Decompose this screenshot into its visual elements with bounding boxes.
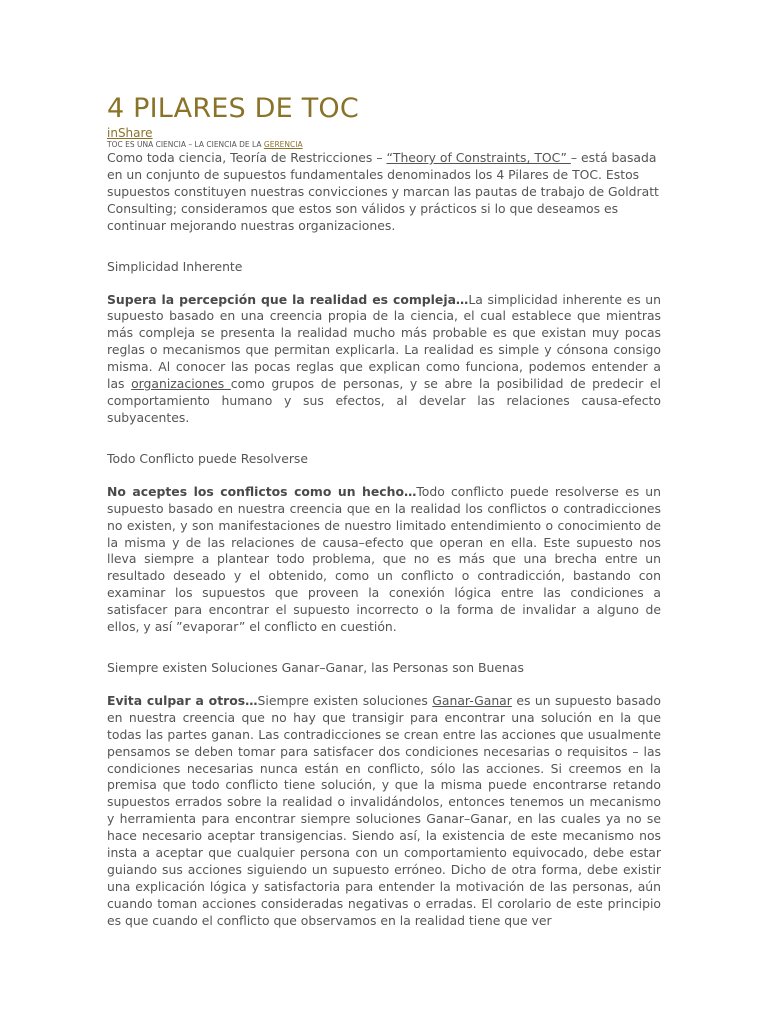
paragraph-text-b: como grupos de personas, y se abre la posibilidad de predecir el comportamiento humano y sus efectos, al develar las relaciones causa-efecto subyacentes.	[107, 376, 661, 425]
paragraph-text-a: Siempre existen soluciones	[257, 692, 433, 708]
category-link-gerencia[interactable]: GERENCIA	[263, 140, 303, 149]
paragraph-text-a: Todo conflicto puede resolverse es un supuesto basado en nuestra creencia que en la realidad los conflictos o contradicciones no existen, y son manifestaciones de nuestro limitado entendimiento o conocimiento de la misma y de las relaciones de causa–efecto que operan en ella. Este supuesto nos lleva siempre a plantear todo problema, que no es más que una brecha entre un resultado deseado y el obtenido, como un conflicto o contradicción, bastando con examinar los supuestos que proveen la conexión lógica entre las condiciones a satisfacer para encontrar el supuesto incorrecto o la forma de invalidar a alguno de ellos, y así ”evaporar” el conflicto en cuestión.	[107, 483, 662, 635]
spacer	[107, 636, 661, 660]
organizaciones-link[interactable]: organizaciones	[131, 376, 231, 392]
spacer	[107, 235, 661, 259]
intro-text-a: Como toda ciencia, Teoría de Restricciones –	[107, 150, 387, 165]
lead-in: No aceptes los conflictos como un hecho…	[107, 483, 417, 499]
article	[107, 92, 661, 930]
page-title: 4 PILARES DE TOC	[107, 93, 359, 124]
spacer	[107, 427, 661, 451]
spacer	[107, 676, 661, 693]
spacer	[107, 467, 661, 484]
section-heading-conflicto: Todo Conflicto puede Resolverse	[107, 450, 309, 466]
section-paragraph-ganar-ganar	[107, 693, 661, 930]
toc-link[interactable]: “Theory of Constraints, TOC”	[386, 150, 571, 165]
paragraph-text-a: La simplicidad inherente es un supuesto basado en una creencia propia de la ciencia, el cual establece que mientras más compleja se presenta la realidad mucho más probable es que existan muy pocas reglas o mecanismos que permitan explicarla. La realidad es simple y cónsona consigo misma. Al conocer las pocas reglas que explican como funciona, podemos entender a las	[107, 291, 661, 392]
spacer	[107, 275, 661, 292]
ganar-ganar-link[interactable]: Ganar-Ganar	[432, 692, 512, 708]
category-breadcrumb	[107, 140, 661, 150]
section-heading-simplicidad: Simplicidad Inherente	[107, 258, 243, 274]
lead-in: Supera la percepción que la realidad es compleja…	[107, 291, 469, 307]
section-paragraph-conflicto	[107, 484, 661, 636]
intro-paragraph	[107, 150, 661, 235]
section-heading-ganar-ganar: Siempre existen Soluciones Ganar–Ganar, las Personas son Buenas	[107, 659, 524, 675]
section-paragraph-simplicidad	[107, 292, 661, 427]
intro-text-b: – está basada en un conjunto de supuestos fundamentales denominados los 4 Pilares de TOC. Estos supuestos constituyen nuestras convicciones y marcan las pautas de trabajo de Goldratt Consulting; consideramos que estos son válidos y prácticos si lo que deseamos es continuar mejorando nuestras organizaciones.	[107, 150, 659, 233]
inshare-link[interactable]: inShare	[107, 126, 153, 140]
lead-in: Evita culpar a otros…	[107, 692, 258, 708]
category-prefix: TOC ES UNA CIENCIA – LA CIENCIA DE LA	[107, 140, 264, 149]
paragraph-text-b: es un supuesto basado en nuestra creencia que no hay que transigir para encontrar una solución en la que todas las partes ganan. Las contradicciones se crean entre las acciones que usualmente pensamos se deben tomar para satisfacer dos condiciones necesarias o requisitos – las condiciones necesarias nunca están en conflicto, sólo las acciones. Si creemos en la premisa que todo conflicto tiene solución, y que la misma puede encontrarse retando supuestos errados sobre la realidad o invalidándolos, entonces tenemos un mecanismo y herramienta para encontrar siempre soluciones Ganar–Ganar, en las cuales ya no se hace necesario aceptar transigencias. Siendo así, la existencia de este mecanismo nos insta a aceptar que cualquier persona con un comportamiento equivocado, debe estar guiando sus acciones siguiendo un supuesto erróneo. Dicho de otra forma, debe existir una explicación lógica y satisfactoria para entender la motivación de las personas, aún cuando toman acciones consideradas negativas o erradas. El corolario de este principio es que cuando el conflicto que observamos en la realidad tiene que ver	[107, 692, 661, 928]
